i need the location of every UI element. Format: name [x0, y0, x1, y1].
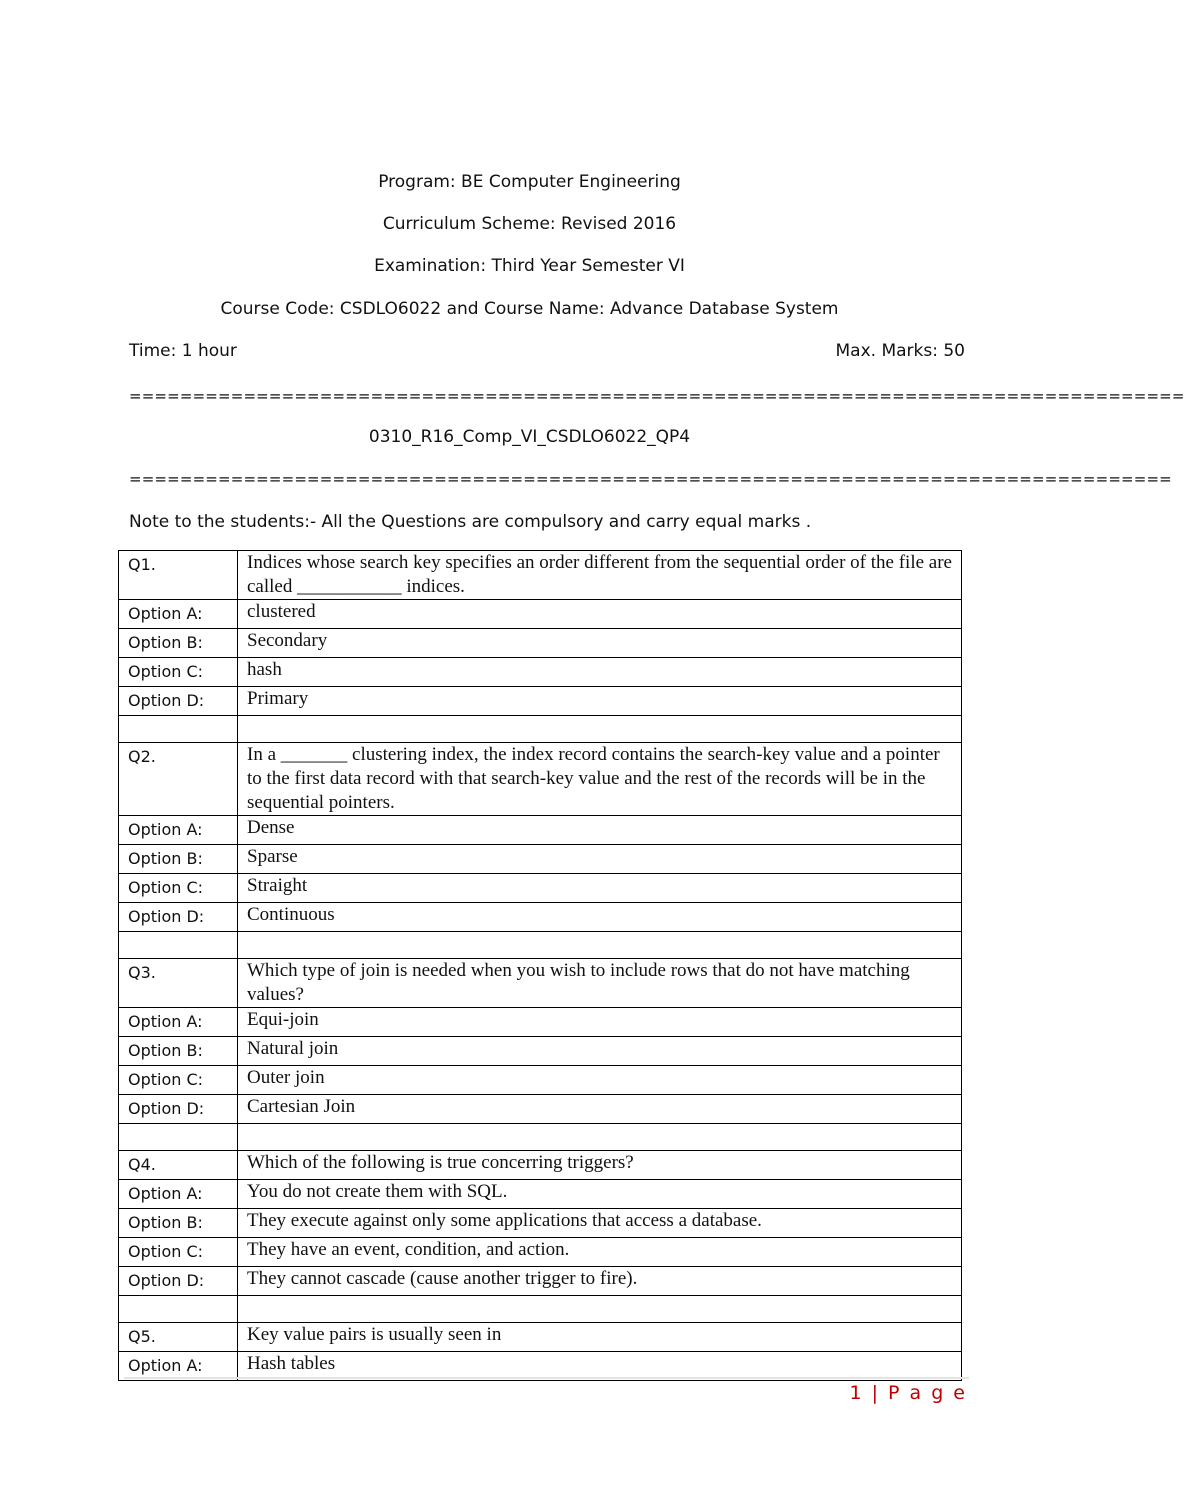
option-label: Option A: [119, 600, 238, 629]
option-row [119, 845, 962, 874]
option-label: Option B: [119, 1209, 238, 1238]
option-row [119, 1267, 962, 1296]
question-label: Q5. [119, 1323, 238, 1352]
option-row [119, 1008, 962, 1037]
option-row [119, 816, 962, 845]
question-row [119, 959, 962, 1008]
separator-top: =================================================================================== [129, 387, 1185, 405]
option-row [119, 658, 962, 687]
option-text: Natural join [238, 1037, 962, 1066]
option-label: Option D: [119, 1095, 238, 1124]
option-label: Option D: [119, 687, 238, 716]
spacer-row [119, 932, 962, 959]
option-text: Cartesian Join [238, 1095, 962, 1124]
footer-divider [124, 1377, 969, 1379]
spacer-cell [238, 1124, 962, 1151]
question-label: Q3. [119, 959, 238, 1008]
question-row [119, 1323, 962, 1352]
option-text: Outer join [238, 1066, 962, 1095]
question-row [119, 1151, 962, 1180]
paper-code: 0310_R16_Comp_VI_CSDLO6022_QP4 [368, 427, 691, 447]
option-row [119, 687, 962, 716]
question-text: Key value pairs is usually seen in [238, 1323, 962, 1352]
option-row [119, 1095, 962, 1124]
option-text: Dense [238, 816, 962, 845]
question-text: Which type of join is needed when you wish to include rows that do not have matching values? [238, 959, 962, 1008]
question-row [119, 743, 962, 816]
question-label: Q4. [119, 1151, 238, 1180]
course-line: Course Code: CSDLO6022 and Course Name: Advance Database System [220, 299, 839, 319]
option-text: Straight [238, 874, 962, 903]
option-text: They have an event, condition, and action. [238, 1238, 962, 1267]
max-marks-label: Max. Marks: 50 [835, 341, 965, 361]
option-text: Primary [238, 687, 962, 716]
option-row [119, 600, 962, 629]
option-label: Option B: [119, 629, 238, 658]
option-text: Continuous [238, 903, 962, 932]
curriculum-line: Curriculum Scheme: Revised 2016 [382, 214, 677, 234]
option-text: Hash tables [238, 1352, 962, 1381]
option-text: They cannot cascade (cause another trigger to fire). [238, 1267, 962, 1296]
question-text: In a _______ clustering index, the index record contains the search-key value and a pointer to the first data record with that search-key value and the rest of the records will be in the sequential pointers. [238, 743, 962, 816]
option-label: Option D: [119, 903, 238, 932]
question-row [119, 551, 962, 600]
option-row [119, 1238, 962, 1267]
question-label: Q2. [119, 743, 238, 816]
time-label: Time: 1 hour [129, 341, 237, 361]
spacer-cell [119, 716, 238, 743]
option-label: Option C: [119, 658, 238, 687]
spacer-row [119, 716, 962, 743]
option-label: Option A: [119, 1008, 238, 1037]
spacer-cell [238, 1296, 962, 1323]
option-label: Option C: [119, 1238, 238, 1267]
option-text: They execute against only some applications that access a database. [238, 1209, 962, 1238]
option-text: Sparse [238, 845, 962, 874]
option-row [119, 1209, 962, 1238]
option-row [119, 1180, 962, 1209]
option-text: You do not create them with SQL. [238, 1180, 962, 1209]
examination-line: Examination: Third Year Semester VI [374, 256, 685, 276]
option-row [119, 1037, 962, 1066]
spacer-cell [119, 1296, 238, 1323]
spacer-cell [119, 932, 238, 959]
option-text: hash [238, 658, 962, 687]
option-row [119, 629, 962, 658]
option-label: Option A: [119, 1352, 238, 1381]
option-row [119, 903, 962, 932]
option-text: clustered [238, 600, 962, 629]
program-line: Program: BE Computer Engineering [378, 172, 681, 192]
option-label: Option A: [119, 816, 238, 845]
option-label: Option B: [119, 1037, 238, 1066]
separator-bottom: ================================================================================== [129, 470, 1172, 488]
option-label: Option B: [119, 845, 238, 874]
question-table [118, 550, 962, 1381]
option-label: Option C: [119, 1066, 238, 1095]
page-number: 1 | P a g e [849, 1382, 967, 1404]
question-text: Indices whose search key specifies an order different from the sequential order of the file are called ___________ indices. [238, 551, 962, 600]
spacer-cell [238, 716, 962, 743]
option-label: Option A: [119, 1180, 238, 1209]
option-label: Option C: [119, 874, 238, 903]
option-label: Option D: [119, 1267, 238, 1296]
question-text: Which of the following is true concerring triggers? [238, 1151, 962, 1180]
spacer-cell [238, 932, 962, 959]
option-row [119, 1066, 962, 1095]
student-note: Note to the students:- All the Questions are compulsory and carry equal marks . [129, 512, 812, 532]
option-text: Secondary [238, 629, 962, 658]
spacer-cell [119, 1124, 238, 1151]
option-row [119, 874, 962, 903]
spacer-row [119, 1124, 962, 1151]
spacer-row [119, 1296, 962, 1323]
option-text: Equi-join [238, 1008, 962, 1037]
question-label: Q1. [119, 551, 238, 600]
